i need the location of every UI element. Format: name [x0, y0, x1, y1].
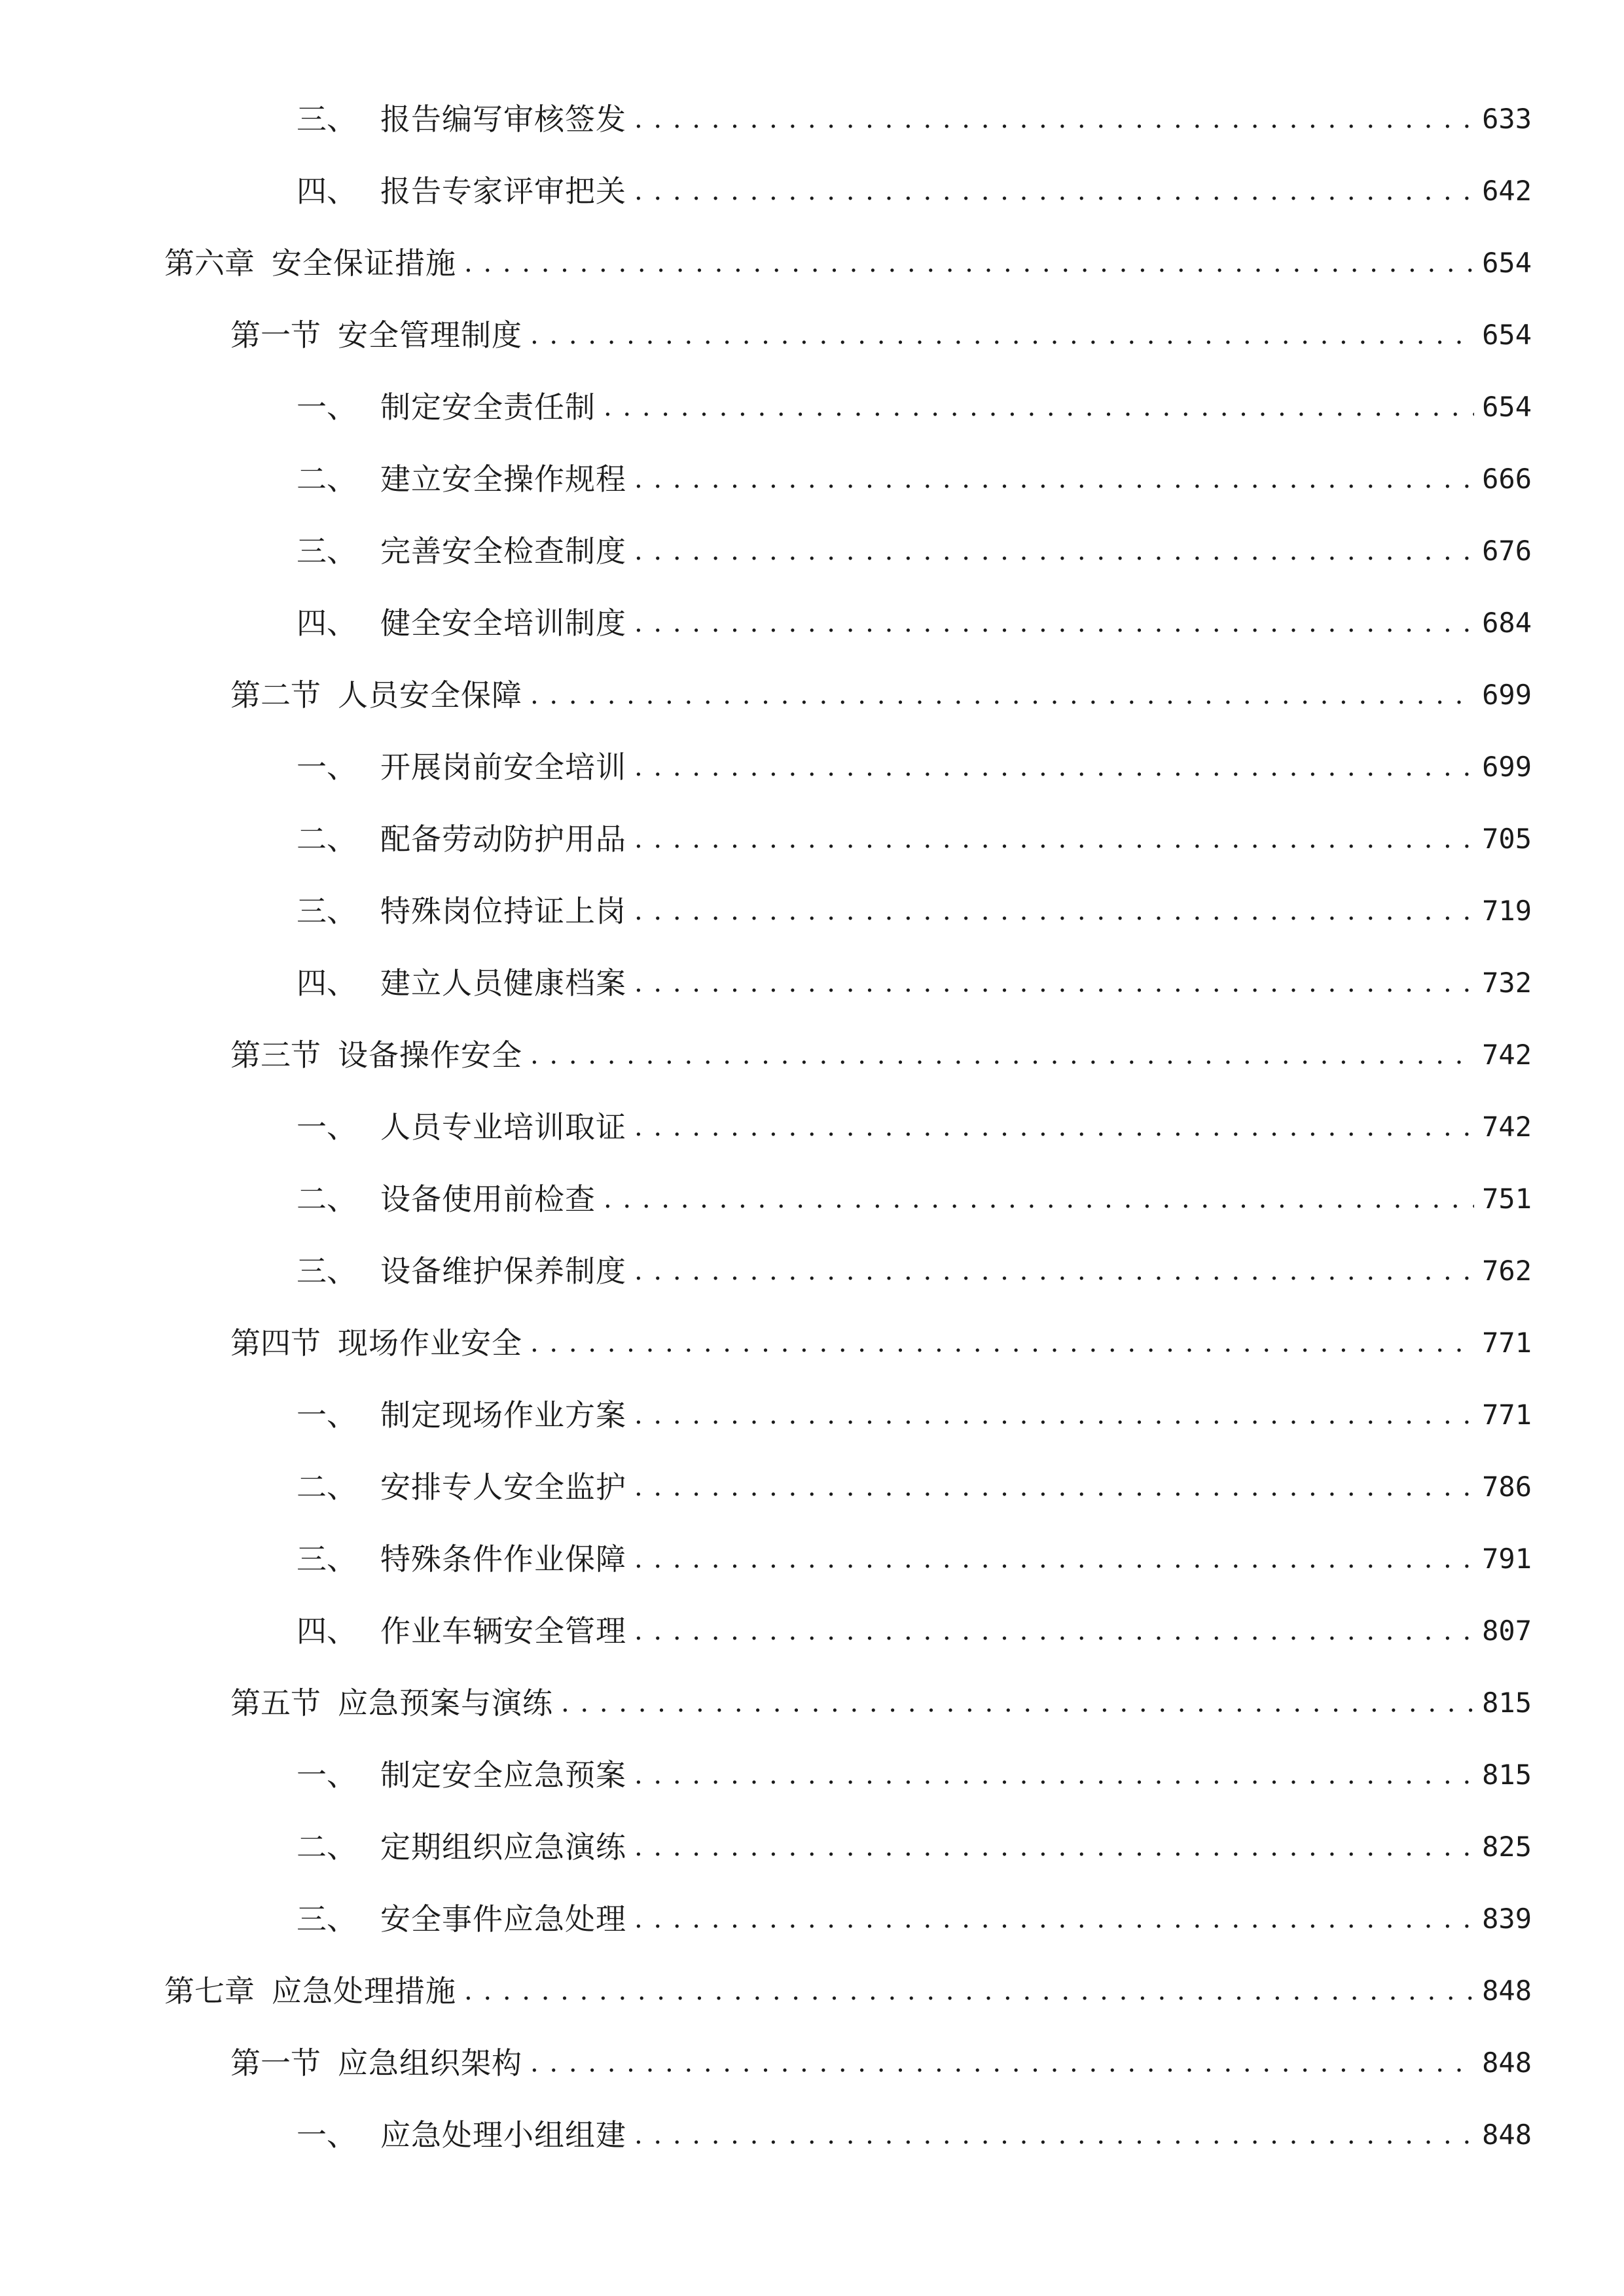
toc-entry-page: 633 [1482, 103, 1532, 135]
toc-dot-leader [634, 456, 1474, 502]
toc-entry-page: 742 [1482, 1111, 1532, 1143]
toc-entry-title: 报告编写审核签发 [380, 101, 626, 137]
toc-entry-section[interactable] [230, 1680, 1532, 1726]
toc-entry-chapter[interactable] [164, 1968, 1532, 2014]
toc-dot-leader [634, 1752, 1474, 1798]
toc-dot-leader [530, 2040, 1474, 2086]
toc-entry-title: 应急预案与演练 [338, 1685, 553, 1721]
toc-entry-title: 人员专业培训取证 [380, 1109, 626, 1145]
toc-dot-leader [530, 1032, 1474, 1078]
toc-entry-page: 807 [1482, 1615, 1532, 1647]
toc-entry[interactable] [297, 1752, 1532, 1798]
toc-dot-leader [634, 1104, 1474, 1150]
toc-entry-number: 四、 [297, 1613, 357, 1649]
toc-dot-leader [634, 816, 1474, 862]
toc-dot-leader [530, 672, 1474, 718]
toc-entry-page: 771 [1482, 1327, 1532, 1359]
toc-entry-number: 第三节 [230, 1037, 321, 1073]
toc-dot-leader [634, 1536, 1474, 1582]
toc-entry-page: 751 [1482, 1183, 1532, 1215]
toc-entry-number: 四、 [297, 173, 357, 209]
toc-entry-page: 848 [1482, 2047, 1532, 2079]
toc-entry[interactable] [297, 888, 1532, 934]
toc-entry-title: 应急处理小组组建 [380, 2117, 626, 2153]
toc-entry-page: 666 [1482, 463, 1532, 495]
toc-entry-number: 二、 [297, 461, 357, 497]
toc-dot-leader [604, 1176, 1474, 1222]
toc-dot-leader [464, 1968, 1474, 2014]
toc-entry-title: 报告专家评审把关 [380, 173, 626, 209]
toc-entry-chapter[interactable] [164, 240, 1532, 286]
toc-entry[interactable] [297, 1536, 1532, 1582]
toc-entry-number: 一、 [297, 389, 357, 425]
toc-dot-leader [530, 312, 1474, 358]
toc-dot-leader [634, 1824, 1474, 1870]
toc-entry-section[interactable] [230, 1320, 1532, 1366]
toc-entry-page: 684 [1482, 607, 1532, 639]
toc-entry-number: 一、 [297, 1109, 357, 1145]
toc-entry-page: 786 [1482, 1471, 1532, 1503]
toc-entry[interactable] [297, 600, 1532, 646]
toc-dot-leader [530, 1320, 1474, 1366]
toc-entry-number: 四、 [297, 605, 357, 641]
toc-entry-number: 第一节 [230, 317, 321, 353]
toc-entry-number: 第一节 [230, 2045, 321, 2081]
toc-dot-leader [634, 1464, 1474, 1510]
toc-dot-leader [634, 600, 1474, 646]
toc-entry-page: 815 [1482, 1687, 1532, 1719]
toc-entry-title: 完善安全检查制度 [380, 533, 626, 569]
toc-entry-number: 第七章 [164, 1973, 255, 2009]
toc-entry[interactable] [297, 2112, 1532, 2158]
toc-entry-page: 742 [1482, 1039, 1532, 1071]
toc-entry-number: 第二节 [230, 677, 321, 713]
toc-entry-title: 开展岗前安全培训 [380, 749, 626, 785]
toc-entry-number: 三、 [297, 1541, 357, 1577]
toc-entry-title: 定期组织应急演练 [380, 1829, 626, 1865]
toc-entry[interactable] [297, 1608, 1532, 1654]
toc-entry-page: 848 [1482, 1975, 1532, 2007]
toc-entry[interactable] [297, 528, 1532, 574]
toc-entry-number: 三、 [297, 893, 357, 929]
toc-entry-title: 安排专人安全监护 [380, 1469, 626, 1505]
toc-entry-number: 一、 [297, 1757, 357, 1793]
toc-entry[interactable] [297, 168, 1532, 214]
toc-entry-title: 特殊条件作业保障 [380, 1541, 626, 1577]
toc-entry-page: 719 [1482, 895, 1532, 927]
toc-entry-number: 一、 [297, 2117, 357, 2153]
toc-entry[interactable] [297, 744, 1532, 790]
toc-entry-page: 676 [1482, 535, 1532, 567]
toc-dot-leader [634, 2112, 1474, 2158]
toc-entry[interactable] [297, 1104, 1532, 1150]
toc-entry-page: 771 [1482, 1399, 1532, 1431]
toc-entry-page: 699 [1482, 751, 1532, 783]
toc-entry-section[interactable] [230, 2040, 1532, 2086]
toc-entry-page: 762 [1482, 1255, 1532, 1287]
toc-entry-number: 一、 [297, 1397, 357, 1433]
toc-entry[interactable] [297, 384, 1532, 430]
toc-entry-title: 建立人员健康档案 [380, 965, 626, 1001]
toc-entry-page: 654 [1482, 319, 1532, 351]
toc-dot-leader [634, 1608, 1474, 1654]
toc-entry-title: 安全事件应急处理 [380, 1901, 626, 1937]
toc-entry-page: 705 [1482, 823, 1532, 855]
toc-entry[interactable] [297, 96, 1532, 142]
toc-entry-title: 建立安全操作规程 [380, 461, 626, 497]
toc-dot-leader [634, 528, 1474, 574]
toc-entry-number: 第四节 [230, 1325, 321, 1361]
toc-dot-leader [634, 96, 1474, 142]
toc-dot-leader [634, 744, 1474, 790]
toc-entry[interactable] [297, 1464, 1532, 1510]
toc-dot-leader [561, 1680, 1474, 1726]
toc-entry-number: 第六章 [164, 245, 255, 281]
toc-entry-title: 设备维护保养制度 [380, 1253, 626, 1289]
toc-entry-title: 应急处理措施 [272, 1973, 456, 2009]
toc-entry-section[interactable] [230, 1032, 1532, 1078]
toc-entry-number: 二、 [297, 1181, 357, 1217]
toc-entry-title: 作业车辆安全管理 [380, 1613, 626, 1649]
toc-entry-title: 人员安全保障 [338, 677, 522, 713]
toc-entry-number: 三、 [297, 1253, 357, 1289]
toc-entry-page: 848 [1482, 2119, 1532, 2151]
toc-dot-leader [634, 1392, 1474, 1438]
toc-entry-title: 安全管理制度 [338, 317, 522, 353]
toc-dot-leader [634, 1248, 1474, 1294]
toc-dot-leader [464, 240, 1474, 286]
toc-entry-page: 699 [1482, 679, 1532, 711]
toc-entry-section[interactable] [230, 672, 1532, 718]
toc-entry-number: 二、 [297, 821, 357, 857]
toc-entry-title: 配备劳动防护用品 [380, 821, 626, 857]
toc-entry-page: 839 [1482, 1903, 1532, 1935]
toc-entry[interactable] [297, 456, 1532, 502]
toc-entry-title: 特殊岗位持证上岗 [380, 893, 626, 929]
toc-entry[interactable] [297, 960, 1532, 1006]
toc-dot-leader [634, 888, 1474, 934]
toc-dot-leader [604, 384, 1474, 430]
toc-entry-number: 第五节 [230, 1685, 321, 1721]
toc-entry[interactable] [297, 1824, 1532, 1870]
toc-entry-page: 732 [1482, 967, 1532, 999]
toc-entry[interactable] [297, 1896, 1532, 1942]
toc-entry-title: 设备操作安全 [338, 1037, 522, 1073]
toc-entry[interactable] [297, 1176, 1532, 1222]
toc-entry-title: 应急组织架构 [338, 2045, 522, 2081]
toc-entry[interactable] [297, 1248, 1532, 1294]
toc-entry[interactable] [297, 816, 1532, 862]
toc-dot-leader [634, 1896, 1474, 1942]
toc-dot-leader [634, 168, 1474, 214]
toc-dot-leader [634, 960, 1474, 1006]
toc-entry-page: 654 [1482, 247, 1532, 279]
toc-entry-title: 制定现场作业方案 [380, 1397, 626, 1433]
toc-entry-number: 三、 [297, 101, 357, 137]
toc-entry-page: 654 [1482, 391, 1532, 423]
toc-entry-page: 815 [1482, 1759, 1532, 1791]
toc-entry[interactable] [297, 1392, 1532, 1438]
toc-entry-title: 制定安全责任制 [380, 389, 596, 425]
toc-entry-page: 825 [1482, 1831, 1532, 1863]
toc-entry-title: 制定安全应急预案 [380, 1757, 626, 1793]
toc-entry-number: 一、 [297, 749, 357, 785]
toc-entry-page: 642 [1482, 175, 1532, 207]
toc-entry-number: 三、 [297, 533, 357, 569]
toc-entry-title: 健全安全培训制度 [380, 605, 626, 641]
toc-entry-title: 安全保证措施 [272, 245, 456, 281]
toc-entry-number: 二、 [297, 1469, 357, 1505]
toc-entry-title: 设备使用前检查 [380, 1181, 596, 1217]
toc-entry-number: 四、 [297, 965, 357, 1001]
toc-entry-section[interactable] [230, 312, 1532, 358]
toc-entry-number: 二、 [297, 1829, 357, 1865]
toc-entry-title: 现场作业安全 [338, 1325, 522, 1361]
toc-entry-number: 三、 [297, 1901, 357, 1937]
toc-entry-page: 791 [1482, 1543, 1532, 1575]
